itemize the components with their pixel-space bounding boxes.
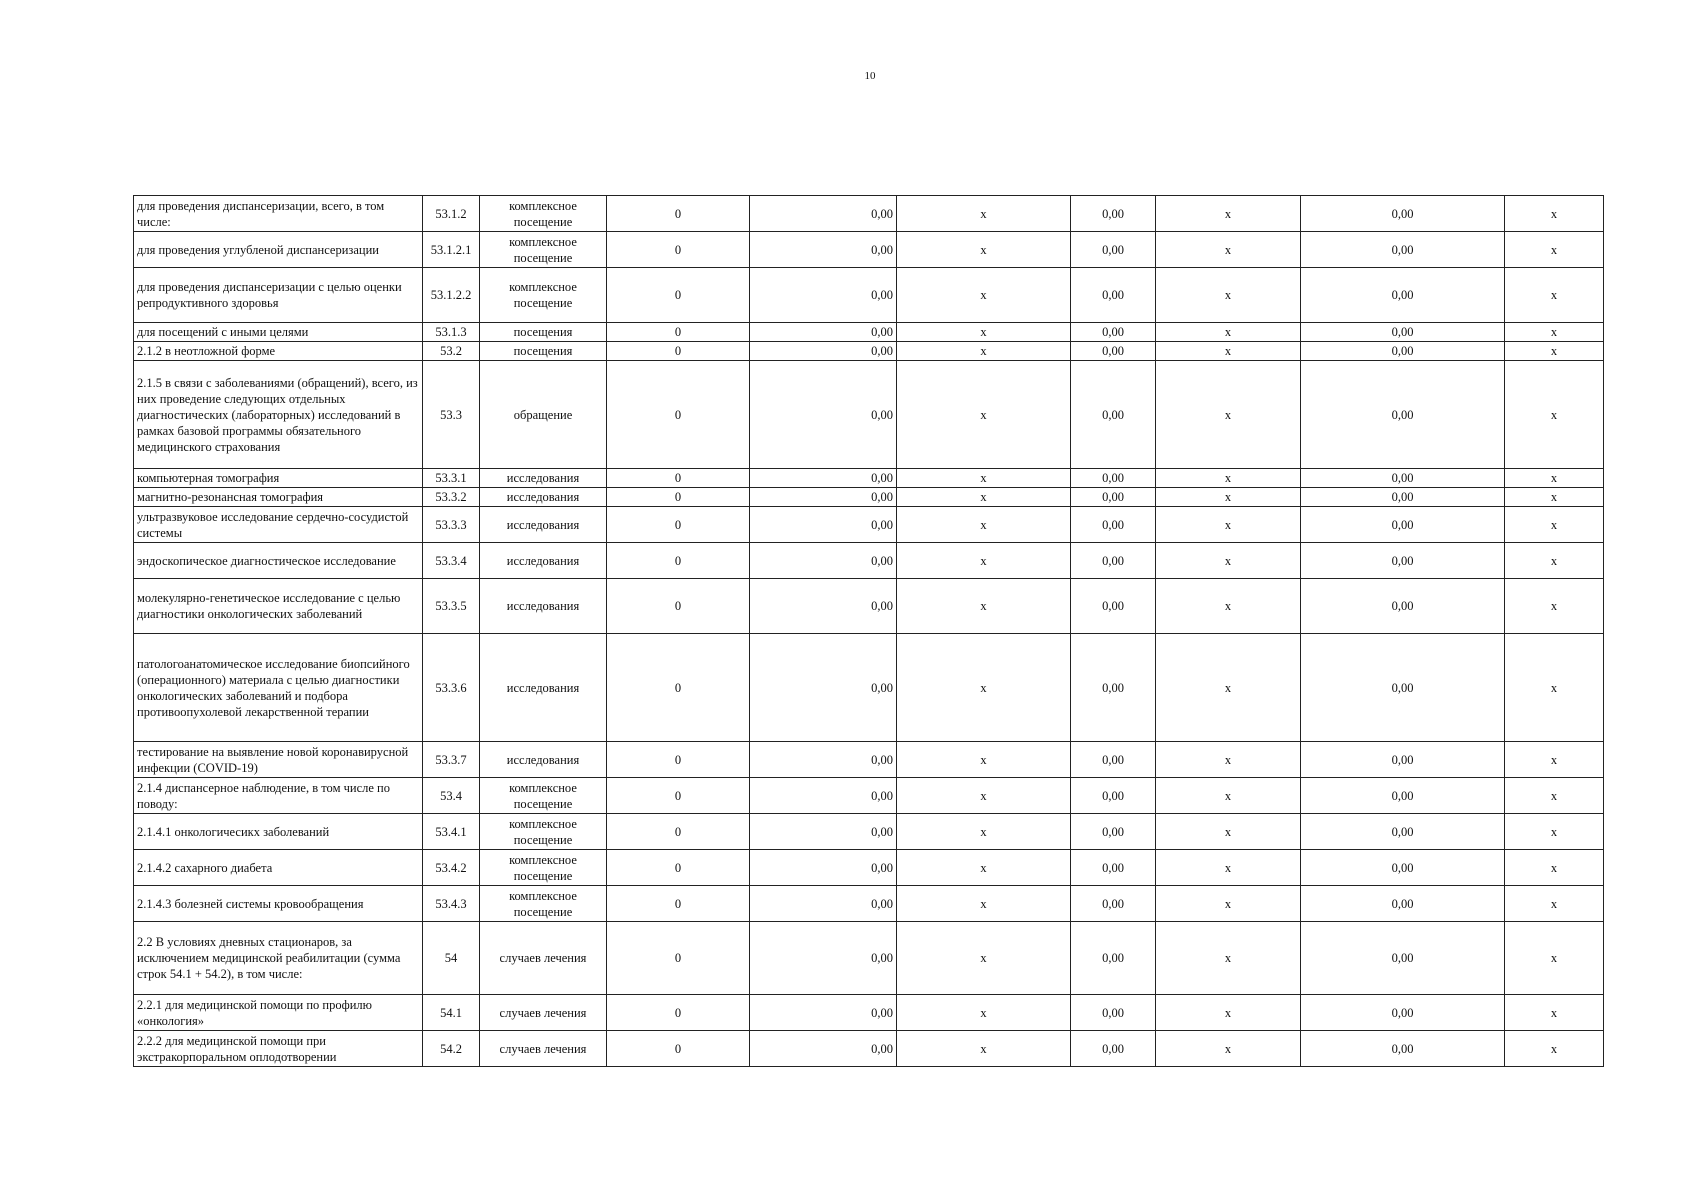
value-cell: 0,00 [1301,1031,1505,1067]
value-cell: 0,00 [750,342,897,361]
value-cell: 0 [607,922,750,995]
value-cell: 0 [607,1031,750,1067]
value-cell: х [897,469,1071,488]
value-cell: 0,00 [1301,742,1505,778]
unit-cell: исследования [480,634,607,742]
unit-cell: случаев лечения [480,922,607,995]
row-code: 53.4.3 [423,886,480,922]
value-cell: х [1505,323,1604,342]
value-cell: х [1505,634,1604,742]
value-cell: 0,00 [1301,342,1505,361]
unit-cell: исследования [480,742,607,778]
value-cell: х [1156,814,1301,850]
table-row [134,323,1604,342]
table-row [134,507,1604,543]
value-cell: х [1156,488,1301,507]
value-cell: 0 [607,814,750,850]
value-cell: х [1156,579,1301,634]
table-row [134,850,1604,886]
value-cell: 0,00 [1071,469,1156,488]
row-label: 2.2.2 для медицинской помощи при экстракорпоральном оплодотворении [134,1031,423,1067]
value-cell: 0,00 [750,742,897,778]
value-cell: х [897,268,1071,323]
row-code: 53.2 [423,342,480,361]
value-cell: 0,00 [750,579,897,634]
value-cell: х [897,579,1071,634]
value-cell: х [1156,634,1301,742]
row-label: 2.1.4.1 онкологичесикх заболеваний [134,814,423,850]
row-label: магнитно-резонансная томография [134,488,423,507]
row-label: для проведения диспансеризации, всего, в том числе: [134,196,423,232]
unit-cell: случаев лечения [480,995,607,1031]
row-label: тестирование на выявление новой коронавирусной инфекции (COVID-19) [134,742,423,778]
value-cell: 0,00 [750,814,897,850]
row-code: 54.2 [423,1031,480,1067]
value-cell: 0 [607,232,750,268]
value-cell: х [897,507,1071,543]
value-cell: 0,00 [1071,342,1156,361]
value-cell: 0,00 [1301,886,1505,922]
value-cell: х [897,488,1071,507]
row-label: для проведения углубленой диспансеризации [134,232,423,268]
value-cell: 0 [607,323,750,342]
value-cell: х [1505,488,1604,507]
table-row [134,342,1604,361]
value-cell: 0,00 [1071,922,1156,995]
value-cell: х [897,232,1071,268]
row-label: для проведения диспансеризации с целью оценки репродуктивного здоровья [134,268,423,323]
row-code: 53.1.2.1 [423,232,480,268]
unit-cell: исследования [480,507,607,543]
unit-cell: комплексное посещение [480,268,607,323]
row-code: 53.4 [423,778,480,814]
value-cell: х [897,814,1071,850]
row-code: 53.3.4 [423,543,480,579]
value-cell: 0,00 [750,886,897,922]
row-code: 53.3.7 [423,742,480,778]
value-cell: х [1505,814,1604,850]
value-cell: х [897,850,1071,886]
value-cell: 0,00 [1071,323,1156,342]
value-cell: 0,00 [1301,488,1505,507]
table-row [134,196,1604,232]
value-cell: 0,00 [1071,543,1156,579]
value-cell: 0,00 [750,361,897,469]
value-cell: 0,00 [750,469,897,488]
table-row [134,742,1604,778]
value-cell: х [1156,268,1301,323]
value-cell: 0,00 [750,850,897,886]
value-cell: 0,00 [1301,268,1505,323]
row-code: 53.4.2 [423,850,480,886]
value-cell: 0,00 [1071,361,1156,469]
value-cell: 0,00 [1071,814,1156,850]
value-cell: 0 [607,361,750,469]
unit-cell: комплексное посещение [480,814,607,850]
table-row [134,268,1604,323]
value-cell: 0 [607,995,750,1031]
value-cell: х [1505,778,1604,814]
value-cell: х [1156,232,1301,268]
value-cell: 0,00 [750,196,897,232]
value-cell: х [1505,886,1604,922]
value-cell: х [1156,469,1301,488]
value-cell: 0 [607,778,750,814]
value-cell: 0,00 [1301,543,1505,579]
row-label: молекулярно-генетическое исследование с целью диагностики онкологических заболеваний [134,579,423,634]
row-label: ультразвуковое исследование сердечно-сосудистой системы [134,507,423,543]
value-cell: 0 [607,634,750,742]
value-cell: х [897,196,1071,232]
value-cell: 0,00 [1301,361,1505,469]
unit-cell: посещения [480,323,607,342]
unit-cell: комплексное посещение [480,196,607,232]
value-cell: х [1505,742,1604,778]
row-code: 53.1.2.2 [423,268,480,323]
value-cell: 0,00 [750,634,897,742]
value-cell: х [1156,361,1301,469]
value-cell: х [1505,232,1604,268]
value-cell: 0,00 [750,778,897,814]
unit-cell: комплексное посещение [480,886,607,922]
value-cell: 0,00 [750,323,897,342]
value-cell: х [1156,886,1301,922]
value-cell: 0,00 [1071,778,1156,814]
table-row [134,778,1604,814]
value-cell: х [1156,543,1301,579]
value-cell: 0,00 [1301,814,1505,850]
value-cell: 0 [607,488,750,507]
value-cell: х [1505,196,1604,232]
unit-cell: обращение [480,361,607,469]
row-code: 53.3 [423,361,480,469]
value-cell: 0 [607,342,750,361]
table-row [134,361,1604,469]
value-cell: 0,00 [1071,886,1156,922]
table-row [134,1031,1604,1067]
value-cell: 0,00 [1301,196,1505,232]
value-cell: 0,00 [1071,634,1156,742]
row-label: компьютерная томография [134,469,423,488]
row-label: 2.1.4 диспансерное наблюдение, в том числе по поводу: [134,778,423,814]
value-cell: х [1156,1031,1301,1067]
row-label: эндоскопическое диагностическое исследование [134,543,423,579]
table-row [134,634,1604,742]
value-cell: х [1505,543,1604,579]
unit-cell: исследования [480,579,607,634]
value-cell: 0 [607,850,750,886]
table-row [134,579,1604,634]
value-cell: 0,00 [1071,742,1156,778]
value-cell: х [897,778,1071,814]
value-cell: 0,00 [750,995,897,1031]
value-cell: х [1156,342,1301,361]
value-cell: х [1505,922,1604,995]
unit-cell: комплексное посещение [480,778,607,814]
value-cell: 0,00 [1301,634,1505,742]
unit-cell: исследования [480,488,607,507]
value-cell: 0,00 [750,232,897,268]
unit-cell: исследования [480,543,607,579]
row-label: патологоанатомическое исследование биопсийного (операционного) материала с целью диагностики онкологических заболеваний и подбора противоопухолевой лекарственной терапии [134,634,423,742]
value-cell: 0,00 [750,268,897,323]
value-cell: х [1505,995,1604,1031]
value-cell: х [1156,742,1301,778]
value-cell: 0,00 [1301,507,1505,543]
value-cell: х [897,742,1071,778]
value-cell: х [897,342,1071,361]
row-label: 2.1.4.3 болезней системы кровообращения [134,886,423,922]
value-cell: х [1156,507,1301,543]
value-cell: 0,00 [750,488,897,507]
value-cell: 0 [607,543,750,579]
value-cell: 0 [607,579,750,634]
value-cell: 0 [607,507,750,543]
value-cell: х [1505,850,1604,886]
value-cell: х [897,361,1071,469]
value-cell: 0 [607,196,750,232]
value-cell: 0,00 [1301,232,1505,268]
value-cell: х [1156,196,1301,232]
value-cell: 0 [607,742,750,778]
value-cell: 0,00 [1301,469,1505,488]
value-cell: 0,00 [1301,579,1505,634]
value-cell: х [897,886,1071,922]
value-cell: 0,00 [750,507,897,543]
row-label: 2.2 В условиях дневных стационаров, за исключением медицинской реабилитации (сумма строк 54.1 + 54.2), в том числе: [134,922,423,995]
value-cell: х [1505,268,1604,323]
value-cell: 0 [607,268,750,323]
value-cell: 0 [607,469,750,488]
value-cell: х [897,634,1071,742]
value-cell: 0,00 [1071,232,1156,268]
value-cell: х [1156,995,1301,1031]
value-cell: 0 [607,886,750,922]
value-cell: 0,00 [1071,488,1156,507]
row-code: 54.1 [423,995,480,1031]
value-cell: 0,00 [1071,850,1156,886]
value-cell: 0,00 [1301,922,1505,995]
value-cell: 0,00 [1071,507,1156,543]
value-cell: х [1505,507,1604,543]
page-number: 10 [864,70,876,82]
unit-cell: комплексное посещение [480,850,607,886]
value-cell: х [1505,579,1604,634]
row-code: 53.1.3 [423,323,480,342]
row-label: 2.1.5 в связи с заболеваниями (обращений), всего, из них проведение следующих отдельных диагностических (лабораторных) исследований в рамках базовой программы обязательного медицинского страхования [134,361,423,469]
value-cell: х [897,543,1071,579]
row-label: для посещений с иными целями [134,323,423,342]
row-label: 2.1.4.2 сахарного диабета [134,850,423,886]
row-code: 53.3.5 [423,579,480,634]
value-cell: х [1156,850,1301,886]
value-cell: 0,00 [1301,850,1505,886]
value-cell: х [897,323,1071,342]
value-cell: 0,00 [750,543,897,579]
value-cell: 0,00 [1301,323,1505,342]
value-cell: х [1156,323,1301,342]
row-code: 53.3.6 [423,634,480,742]
table-row [134,488,1604,507]
row-code: 53.4.1 [423,814,480,850]
unit-cell: посещения [480,342,607,361]
data-table [133,195,1604,1067]
value-cell: х [897,922,1071,995]
value-cell: х [1156,778,1301,814]
table-row [134,543,1604,579]
row-code: 53.1.2 [423,196,480,232]
value-cell: 0,00 [750,922,897,995]
value-cell: 0,00 [1071,995,1156,1031]
row-label: 2.1.2 в неотложной форме [134,342,423,361]
unit-cell: случаев лечения [480,1031,607,1067]
value-cell: х [1505,1031,1604,1067]
value-cell: 0,00 [1071,579,1156,634]
row-code: 53.3.2 [423,488,480,507]
value-cell: х [1505,342,1604,361]
table-row [134,469,1604,488]
table-row [134,232,1604,268]
value-cell: 0,00 [1071,196,1156,232]
unit-cell: исследования [480,469,607,488]
value-cell: х [897,1031,1071,1067]
value-cell: 0,00 [1071,268,1156,323]
value-cell: 0,00 [1301,778,1505,814]
row-code: 53.3.3 [423,507,480,543]
value-cell: 0,00 [1301,995,1505,1031]
row-label: 2.2.1 для медицинской помощи по профилю «онкология» [134,995,423,1031]
value-cell: х [1156,922,1301,995]
table-row [134,922,1604,995]
value-cell: 0,00 [750,1031,897,1067]
table-row [134,886,1604,922]
row-code: 53.3.1 [423,469,480,488]
value-cell: х [1505,361,1604,469]
value-cell: х [1505,469,1604,488]
table-row [134,814,1604,850]
table-row [134,995,1604,1031]
value-cell: 0,00 [1071,1031,1156,1067]
value-cell: х [897,995,1071,1031]
unit-cell: комплексное посещение [480,232,607,268]
row-code: 54 [423,922,480,995]
